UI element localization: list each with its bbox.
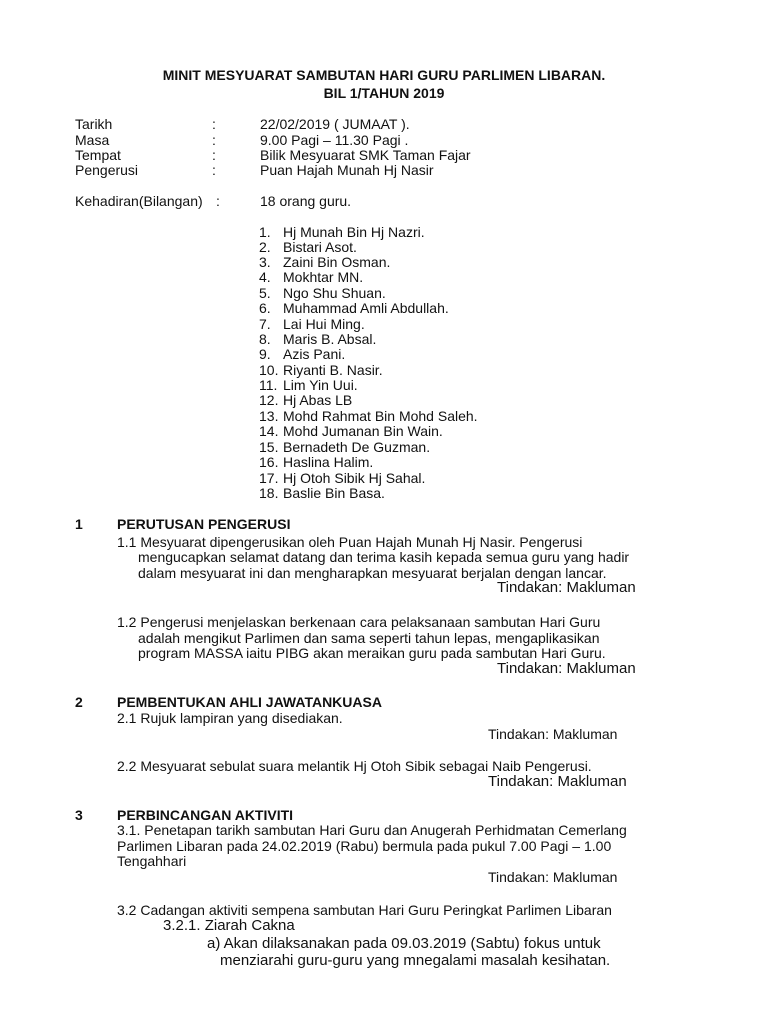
section-heading: PEMBENTUKAN AHLI JAWATANKUASA	[117, 694, 382, 710]
paragraph-line: adalah mengikut Parlimen dan sama seperti tahun lepas, mengaplikasikan	[138, 630, 600, 646]
section-heading: PERBINCANGAN AKTIVITI	[117, 807, 294, 823]
document-title: MINIT MESYUARAT SAMBUTAN HARI GURU PARLIMEN LIBARAN.	[162, 67, 606, 83]
section-number: 1	[75, 516, 83, 532]
meta-value: 18 orang guru.	[260, 193, 352, 209]
section-heading: PERUTUSAN PENGERUSI	[117, 516, 291, 532]
section-number: 2	[75, 694, 83, 710]
meta-label: Masa	[75, 132, 110, 148]
meta-separator: :	[212, 162, 216, 178]
paragraph-line: 1.1 Mesyuarat dipengerusikan oleh Puan Hajah Munah Hj Nasir. Pengerusi	[117, 534, 583, 550]
meta-label: Tempat	[75, 147, 121, 163]
list-item-line: menziarahi guru-guru yang mnegalami masalah kesihatan.	[220, 952, 611, 969]
meta-separator: :	[212, 116, 216, 132]
section-number: 3	[75, 807, 83, 823]
paragraph-line: 2.1 Rujuk lampiran yang disediakan.	[117, 710, 343, 726]
meta-value: Bilik Mesyuarat SMK Taman Fajar	[260, 147, 471, 163]
paragraph-line: Tengahhari	[117, 853, 187, 869]
action-note: Tindakan: Makluman	[497, 579, 636, 596]
meta-separator: :	[212, 147, 216, 163]
meta-label: Tarikh	[75, 116, 113, 132]
meta-separator: :	[216, 193, 220, 209]
meta-label: Pengerusi	[75, 162, 139, 178]
action-note: Tindakan: Makluman	[488, 726, 618, 742]
paragraph-line: Parlimen Libaran pada 24.02.2019 (Rabu) bermula pada pukul 7.00 Pagi – 1.00	[117, 838, 612, 854]
action-note: Tindakan: Makluman	[488, 869, 618, 885]
meta-value: 22/02/2019 ( JUMAAT ).	[260, 116, 410, 132]
paragraph-line: 3.2 Cadangan aktiviti sempena sambutan Hari Guru Peringkat Parlimen Libaran	[117, 902, 612, 918]
meta-label: Kehadiran(Bilangan)	[75, 193, 203, 209]
document-subtitle: BIL 1/TAHUN 2019	[323, 85, 445, 101]
action-note: Tindakan: Makluman	[497, 660, 636, 677]
paragraph-line: program MASSA iaitu PIBG akan meraikan guru pada sambutan Hari Guru.	[138, 645, 606, 661]
subsection-heading: 3.2.1. Ziarah Cakna	[163, 917, 295, 934]
paragraph-line: mengucapkan selamat datang dan terima kasih kepada semua guru yang hadir	[138, 549, 630, 565]
meta-value: 9.00 Pagi – 11.30 Pagi .	[260, 132, 409, 148]
meta-value: Puan Hajah Munah Hj Nasir	[260, 162, 434, 178]
action-note: Tindakan: Makluman	[488, 773, 627, 790]
meta-separator: :	[212, 132, 216, 148]
paragraph-line: dalam mesyuarat ini dan mengharapkan mesyuarat berjalan dengan lancar.	[138, 565, 607, 581]
list-item-line: a) Akan dilaksanakan pada 09.03.2019 (Sabtu) fokus untuk	[207, 935, 601, 952]
document-page: MINIT MESYUARAT SAMBUTAN HARI GURU PARLIMEN LIBARAN. BIL 1/TAHUN 2019 Tarikh : 22/02/2019 ( JUMAAT ). Masa : 9.00 Pagi – 11.30 Pagi . Tempat : Bilik Mesyuarat SMK Taman Fajar Pengerusi : Puan Hajah Munah Hj Nasir Kehadiran(Bilangan) : 18 orang guru. 1. Hj Munah Bin Hj Nazri. 2. Bistari Asot. 3. Zaini Bin Osman. 4. Mokhtar MN. 5. Ngo Shu Shuan. 6. Muhammad Amli Abdullah. 7. Lai Hui Ming. 8. Maris B. Absal. 9. Azis Pani. 10. Riyanti B. Nasir. 11. Lim Yin Uui. 12. Hj Abas LB 13. Mohd Rahmat Bin Mohd Saleh. 14. Mohd Jumanan Bin Wain. 15. Bernadeth De Guzman. 16. Haslina Halim. 17. Hj Otoh Sibik Hj Sahal. 18. Baslie Bin Basa. 1 PERUTUSAN PENGERUSI 1.1 Mesyuarat dipengerusikan oleh Puan Hajah Munah Hj Nasir. Pengerusi mengucapkan selamat datang dan terima kasih kepada semua guru yang hadir dalam mesyuarat ini dan mengharapkan mesyuarat berjalan dengan lancar. Tindakan: Makluman 1.2 Pengerusi menjelaskan berkenaan cara pelaksanaan sambutan Hari Guru adalah mengikut Parlimen dan sama seperti tahun lepas, mengaplikasikan program MASSA iaitu PIBG akan meraikan guru pada sambutan Hari Guru. Tindakan: Makluman 2 PEMBENTUKAN AHLI JAWATANKUASA 2.1 Rujuk lampiran yang disediakan. Tindakan: Makluman 2.2 Mesyuarat sebulat suara melantik Hj Otoh Sibik sebagai Naib Pengerusi. Tindakan: Makluman 3 PERBINCANGAN AKTIVITI 3.1. Penetapan tarikh sambutan Hari Guru dan Anugerah Perhidmatan Cemerlang Parlimen Libaran pada 24.02.2019 (Rabu) bermula pada pukul 7.00 Pagi – 1.00 Tengahhari Tindakan: Makluman 3.2 Cadangan aktiviti sempena sambutan Hari Guru Peringkat Parlimen Libaran 3.2.1. Ziarah Cakna a) Akan dilaksanakan pada 09.03.2019 (Sabtu) fokus untuk menziarahi guru-guru yang mnegalami masalah kesihatan.	[0, 0, 768, 1024]
paragraph-line: 1.2 Pengerusi menjelaskan berkenaan cara pelaksanaan sambutan Hari Guru	[117, 614, 601, 630]
paragraph-line: 3.1. Penetapan tarikh sambutan Hari Guru dan Anugerah Perhidmatan Cemerlang	[117, 822, 627, 838]
paragraph-line: 2.2 Mesyuarat sebulat suara melantik Hj Otoh Sibik sebagai Naib Pengerusi.	[117, 758, 592, 774]
